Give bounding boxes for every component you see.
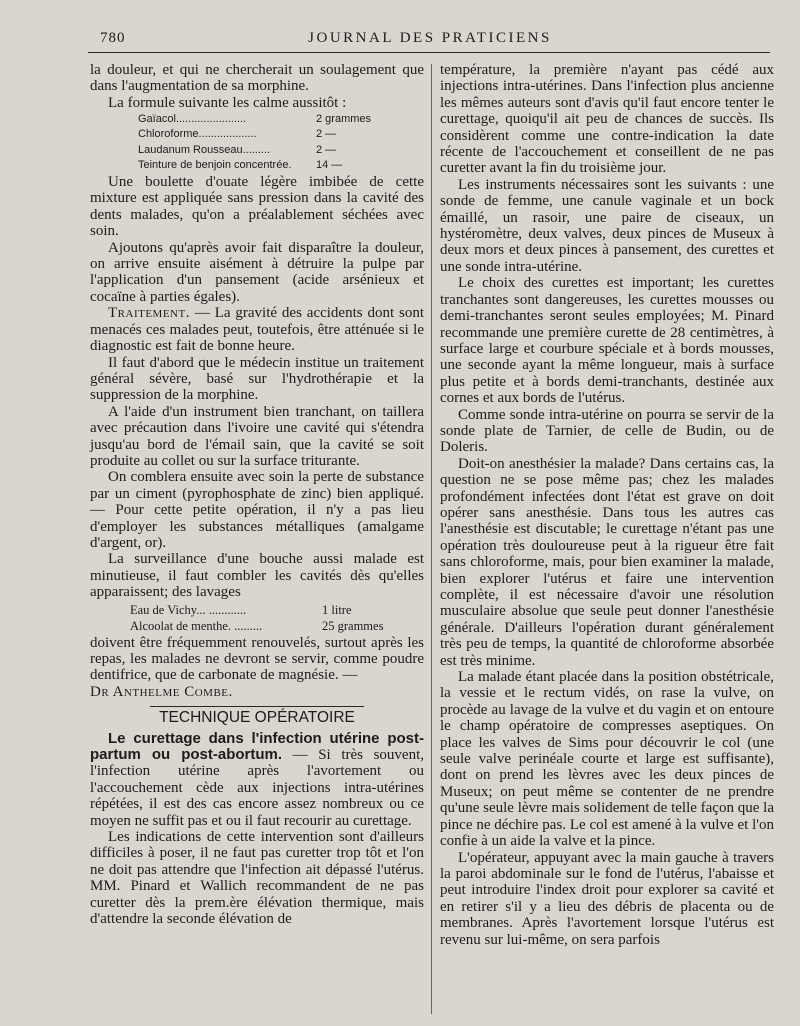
paragraph: Le choix des curettes est important; les curettes tranchantes sont dangereuses, les curettes mousses ou demi-tranchantes seront seules employées; M. Pinard recommande une première curette de 28 centimètres, à surface large et courbure spéciale et à bords mousses, une seconde ayant la même longueur, mais à surface plus petite et à bords demi-tranchants, destinée aux cornes et aux bords de l'utérus. bbox=[440, 275, 774, 407]
quantity: 25 grammes bbox=[322, 618, 384, 633]
column-divider bbox=[431, 64, 432, 1014]
recipe-row bbox=[138, 143, 424, 158]
paragraph: A l'aide d'un instrument bien tranchant, on taillera avec précaution dans l'ivoire une cavité qui s'étendra jusqu'au bord de l'émail sain, que la cavité se soit produite au collet ou sur la surface triturante. bbox=[90, 403, 424, 469]
ingredient: Eau de Vichy... ............ bbox=[130, 602, 247, 617]
ingredient: Alcoolat de menthe. ......... bbox=[130, 618, 263, 633]
ingredient: Teinture de benjoin concentrée. bbox=[138, 158, 292, 171]
paragraph: La malade étant placée dans la position obstétricale, la vessie et le rectum vidés, on rase la vulve, on procède au lavage de la vulve et du vagin et on entoure le champ opératoire de compresses aseptiques. On place les valves de Sims pour découvrir le col (une seule valve perinéale courte et large est suffisante), dont on prend les lèvres avec les deux pinces de Museux; on peut même se contenter de ne prendre qu'une seule lèvre mais solidement de telle façon que la pince ne déchire pas. Le col est amené à la vulve et l'on confie à un aide la valve et la pince. bbox=[440, 669, 774, 850]
paragraph bbox=[90, 731, 424, 829]
recipe-row bbox=[130, 602, 424, 618]
paragraph: L'opérateur, appuyant avec la main gauche à travers la paroi abdominale sur le fond de l'utérus, l'abaisse et peut introduire l'index droit pour explorer sa cavité et en retirer s'il y a lieu des débris de placenta ou de membranes. Après l'avortement lorsque l'utérus est revenu sur lui-même, on sera parfois bbox=[440, 849, 774, 948]
treatment-lead: Traitement. bbox=[108, 305, 190, 322]
ingredient: Laudanum Rousseau......... bbox=[138, 143, 271, 156]
journal-title: JOURNAL DES PRATICIENS bbox=[308, 30, 552, 46]
paragraph: La formule suivante les calme aussitôt : bbox=[108, 94, 347, 111]
page-number: 780 bbox=[100, 30, 126, 46]
quantity: 14 — bbox=[316, 158, 343, 171]
paragraph: Une boulette d'ouate légère imbibée de cette mixture est appliquée sans pression dans la cavité des dents malades, qu'on a préalablement séchées avec soin. bbox=[90, 174, 424, 240]
article-title: Le curettage dans l'infection utérine post-partum ou post-abortum. bbox=[90, 729, 424, 764]
right-column bbox=[440, 62, 774, 948]
paragraph: On comblera ensuite avec soin la perte de substance par un ciment (pyrophosphate de zinc) bien appliqué. — Pour cette petite opération, il n'y a pas lieu d'employer les substances métalliques (amalgame d'argent, or). bbox=[90, 469, 424, 551]
recipe-row bbox=[138, 158, 424, 173]
quantity: 2 — bbox=[316, 143, 337, 156]
left-column bbox=[90, 62, 424, 928]
paragraph: La surveillance d'une bouche aussi malade est minutieuse, il faut combler les cavités dès qu'elles apparaissent; des lavages bbox=[90, 551, 424, 601]
quantity: 1 litre bbox=[322, 602, 352, 617]
recipe-list bbox=[138, 112, 424, 173]
ingredient: Gaïacol....................... bbox=[138, 113, 247, 126]
paragraph: Ajoutons qu'après avoir fait disparaître la douleur, on arrive ensuite aisément à détruire la pulpe par l'application d'un pansement (acide arsénieux et cocaïne à parties égales). bbox=[90, 239, 424, 305]
ingredient: Chloroforme................... bbox=[138, 128, 257, 141]
paragraph: doivent être fréquemment renouvelés, surtout après les repas, les malades ne devront se servir, comme poudre dentifrice, que de carbonate de magnésie. — bbox=[90, 634, 424, 684]
paragraph: Il faut d'abord que le médecin institue un traitement général sévère, basé sur l'hydrothérapie et la suppression de la morphine. bbox=[90, 354, 424, 404]
section-title: TECHNIQUE OPÉRATOIRE bbox=[90, 706, 424, 726]
page-header bbox=[100, 28, 760, 50]
paragraph-text: — Si très souvent, l'infection utérine après l'avortement ou l'accouchement cède aux injections intra-utérines répétées, il est des cas encore assez nombreux ou ce moyen ne suffit pas et ou il faut recourir au curettage. bbox=[90, 747, 424, 829]
paragraph bbox=[90, 305, 424, 354]
recipe-row bbox=[138, 112, 424, 127]
paragraph: Doit-on anesthésier la malade? Dans certains cas, la question ne se pose même pas; chez les malades profondément infectées dont l'état est grave on doit opérer sans anesthésie. Dans tous les autres cas l'anesthésie est discutable; le curettage n'étant pas une opération très douloureuse peut à la rigueur être fait sans chloroforme, mais, pour bien examiner la malade, bien explorer l'utérus et faire une intervention complète, il est nécessaire d'avoir une résolution musculaire absolue que seule peut donner l'anesthésie générale. D'ailleurs l'opération durant généralement très peu de temps, la quantité de chloroforme absorbée est très minime. bbox=[440, 455, 774, 669]
recipe-list bbox=[130, 602, 424, 634]
paragraph: Les indications de cette intervention sont d'ailleurs difficiles à poser, il ne faut pas curetter trop tôt et l'on ne doit pas attendre que l'infection ait dépassé l'utérus. MM. Pinard et Wallich recommandent de ne pas curetter dès la prem.ère élévation thermique, mais d'attendre la seconde élévation de bbox=[90, 829, 424, 928]
recipe-row bbox=[138, 127, 424, 142]
paragraph: Comme sonde intra-utérine on pourra se servir de la sonde plate de Tarnier, de celle de Budin, ou de Doleris. bbox=[440, 406, 774, 456]
paragraph-text: — La gravité des accidents dont sont menacés ces malades peut, toutefois, être atténuée si le diagnostic est fait de bonne heure. bbox=[90, 305, 424, 355]
paragraph: température, la première n'ayant pas cédé aux injections intra-utérines. Dans l'infection plus ancienne les mêmes auteurs sont d'avis qu'il faut encore tenter le curettage, quoiqu'il ait peu de chances de succès. Ils considèrent comme une contre-indication la date récente de l'accouchement et conseillent de ne pas curetter avant la fin du troisième jour. bbox=[440, 62, 774, 177]
quantity: 2 — bbox=[316, 128, 337, 141]
recipe-row bbox=[130, 618, 424, 634]
paragraph: la douleur, et qui ne chercherait un soulagement que dans l'augmentation de sa morphine. bbox=[90, 62, 424, 95]
signature: Dr Anthelme Combe. bbox=[90, 683, 233, 700]
header-rule bbox=[88, 52, 770, 53]
paragraph: Les instruments nécessaires sont les suivants : une sonde de femme, une canule vaginale et un bock émaillé, un rasoir, une paire de ciseaux, un hystéromètre, deux valves, deux pinces de Museux à deux mors et deux pinces à pansement, des curettes et une sonde intra-utérine. bbox=[440, 176, 774, 275]
quantity: 2 grammes bbox=[316, 113, 372, 126]
